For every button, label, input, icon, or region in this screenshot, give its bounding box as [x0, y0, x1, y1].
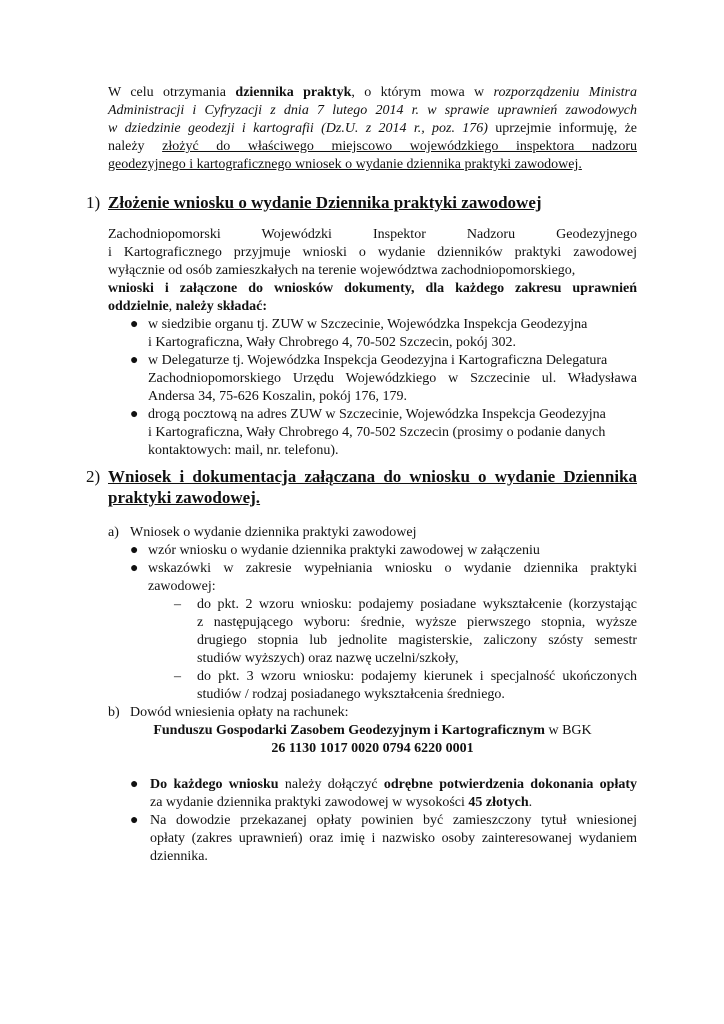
intro-line-1: W celu otrzymania dziennika praktyk, o którym mowa w rozporządzeniu Ministra	[108, 85, 637, 100]
intro-line-5: geodezyjnego i kartograficznego wniosek o wydanie dziennika praktyki zawodowej.	[108, 157, 582, 172]
sub-list-item: do pkt. 3 wzoru wniosku: podajemy kierunek i specjalność ukończonych studiów / rodzaj posiadanego wykształcenia średniego.	[197, 669, 637, 702]
list-item: Do każdego wniosku należy dołączyć odrębne potwierdzenia dokonania opłaty za wydanie dziennika praktyki zawodowej w wysokości 45 złotych.	[150, 777, 638, 810]
section2-title-line-1: Wniosek i dokumentacja załączana do wniosku o wydanie Dziennika	[108, 467, 637, 486]
bullet-icon: ●	[130, 317, 139, 332]
sub-list-item: do pkt. 2 wzoru wniosku: podajemy posiadane wykształcenie (korzystając z następującego wyboru: średnie, wyższe pierwszego stopnia, wyższe drugiego stopnia lub jednolite magisterskie, zaliczony szósty semestr studiów wyższych) oraz nazwę uczelni/szkoły,	[197, 597, 637, 666]
list-item: w Delegaturze tj. Wojewódzka Inspekcja Geodezyjna i Kartograficzna Delegatura Zachodniopomorskiego Urzędu Wojewódzkiego w Szczecinie ul. Władysława Andersa 34, 75-626 Koszalin, pokój 176, 179.	[148, 353, 637, 404]
list-item: wskazówki w zakresie wypełniania wniosku o wydanie dziennika praktyki zawodowej:	[148, 561, 637, 594]
bullet-icon: ●	[130, 813, 139, 828]
dash-icon: –	[174, 669, 181, 684]
section1-line-1: Zachodniopomorski Wojewódzki Inspektor Nadzoru Geodezyjnego	[108, 227, 637, 242]
item-b-label: b)	[108, 705, 120, 720]
intro-line-3: w dziedzinie geodezji i kartografii (Dz.U. z 2014 r., poz. 176) uprzejmie informuję, że	[108, 121, 637, 136]
section1-title: Złożenie wniosku o wydanie Dziennika praktyki zawodowej	[108, 193, 542, 212]
section1-line-5: oddzielnie, należy składać:	[108, 299, 268, 314]
item-a-label: a)	[108, 525, 119, 540]
bullet-icon: ●	[130, 543, 139, 558]
section2-number: 2)	[86, 467, 101, 486]
section2-title-line-2: praktyki zawodowej.	[108, 488, 261, 507]
bullet-icon: ●	[130, 561, 139, 576]
list-item: wzór wniosku o wydanie dziennika praktyki zawodowej w załączeniu	[148, 543, 540, 558]
list-item: w siedzibie organu tj. ZUW w Szczecinie, Wojewódzka Inspekcja Geodezyjna i Kartograficzna, Wały Chrobrego 4, 70-502 Szczecin, pokój 302.	[148, 317, 588, 350]
dash-icon: –	[174, 597, 181, 612]
intro-line-2: Administracji i Cyfryzacji z dnia 7 lutego 2014 r. w sprawie uprawnień zawodowych	[108, 103, 637, 118]
bullet-icon: ●	[130, 407, 139, 422]
section1-line-2: i Kartograficznego przyjmuje wnioski o wydanie dzienników praktyki zawodowej	[108, 245, 637, 260]
intro-line-4: należy złożyć do właściwego miejscowo wojewódzkiego inspektora nadzoru	[108, 139, 637, 154]
bullet-icon: ●	[130, 777, 139, 792]
account-number: 26 1130 1017 0020 0794 6220 0001	[271, 741, 474, 756]
section1-line-3: wyłącznie od osób zamieszkałych na terenie województwa zachodniopomorskiego,	[108, 263, 576, 278]
fund-name: Funduszu Gospodarki Zasobem Geodezyjnym i Kartograficznym w BGK	[153, 723, 592, 738]
list-item: Na dowodzie przekazanej opłaty powinien być zamieszczony tytuł wniesionej opłaty (zakres uprawnień) oraz imię i nazwisko osoby zainteresowanej wydaniem dziennika.	[150, 813, 637, 864]
list-item: drogą pocztową na adres ZUW w Szczecinie, Wojewódzka Inspekcja Geodezyjna i Kartograficzna, Wały Chrobrego 4, 70-502 Szczecin (prosimy o podanie danych kontaktowych: mail, nr. telefonu).	[148, 407, 606, 458]
item-b-text: Dowód wniesienia opłaty na rachunek:	[130, 705, 349, 720]
section1-line-4: wnioski i załączone do wniosków dokumenty, dla każdego zakresu uprawnień	[108, 281, 637, 296]
bullet-icon: ●	[130, 353, 139, 368]
item-a-text: Wniosek o wydanie dziennika praktyki zawodowej	[130, 525, 417, 540]
section1-number: 1)	[86, 193, 101, 212]
